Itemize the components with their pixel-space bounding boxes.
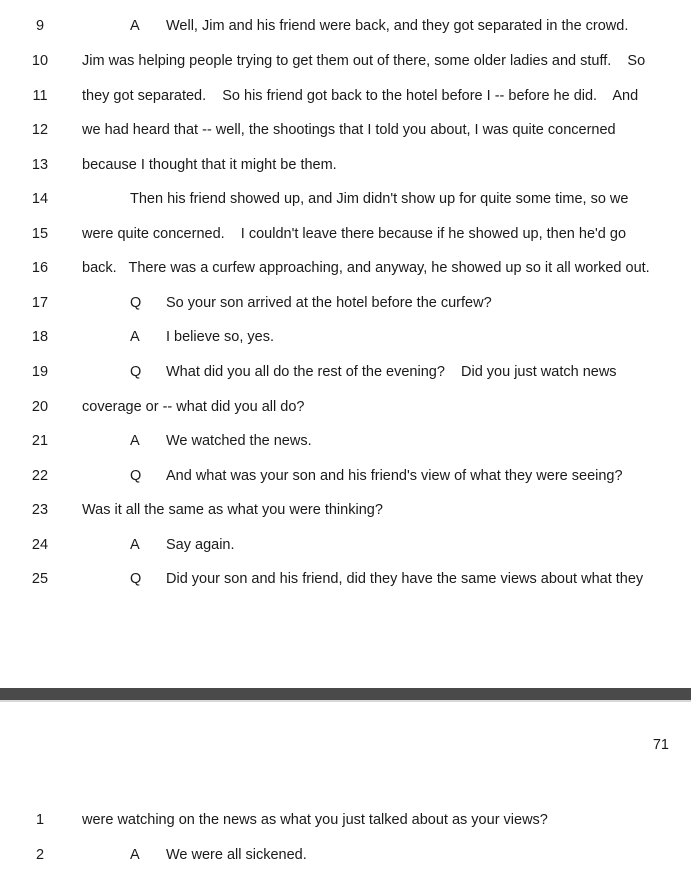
transcript-line [0,256,691,280]
transcript-line [0,567,691,591]
line-number: 9 [35,18,45,34]
transcript-page-bottom [0,702,691,876]
transcript-line [0,808,691,832]
line-number: 23 [31,502,49,518]
line-number: 13 [31,157,49,173]
line-text: we had heard that -- well, the shootings that I told you about, I was quite concerned [82,122,616,138]
transcript-line [0,84,691,108]
transcript-line [0,49,691,73]
transcript-line [0,395,691,419]
transcript-line [0,325,691,349]
page-number: 71 [652,737,669,753]
speaker-label: A [130,433,140,449]
transcript-line [0,187,691,211]
line-text: We were all sickened. [166,847,307,863]
speaker-label: A [130,537,140,553]
line-number: 22 [31,468,49,484]
speaker-label: Q [130,295,142,311]
transcript-line [0,14,691,38]
line-number: 14 [31,191,49,207]
transcript-line [0,153,691,177]
line-text: Well, Jim and his friend were back, and they got separated in the crowd. [166,18,629,34]
speaker-label: A [130,329,140,345]
line-number: 2 [35,847,45,863]
line-text: Was it all the same as what you were thinking? [82,502,383,518]
speaker-label: A [130,18,140,34]
line-number: 18 [31,329,49,345]
line-number: 21 [31,433,49,449]
line-text: they got separated. So his friend got back to the hotel before I -- before he did. And [82,88,639,104]
transcript-line [0,291,691,315]
line-text: We watched the news. [166,433,312,449]
line-number: 17 [31,295,49,311]
line-number: 1 [35,812,45,828]
line-number: 10 [31,53,49,69]
line-text: Did your son and his friend, did they have the same views about what they [166,571,644,587]
line-number: 25 [31,571,49,587]
line-text: were watching on the news as what you just talked about as your views? [82,812,548,828]
line-number: 19 [31,364,49,380]
line-text: were quite concerned. I couldn't leave there because if he showed up, then he'd go [82,226,627,242]
line-text: Jim was helping people trying to get them out of there, some older ladies and stuff. So [82,53,646,69]
line-number: 16 [31,260,49,276]
line-text: So your son arrived at the hotel before the curfew? [166,295,492,311]
line-number: 20 [31,399,49,415]
line-number: 15 [31,226,49,242]
line-text: I believe so, yes. [166,329,274,345]
transcript-line [0,533,691,557]
line-text: Say again. [166,537,235,553]
line-text: What did you all do the rest of the evening? Did you just watch news [166,364,617,380]
line-number: 24 [31,537,49,553]
line-text: coverage or -- what did you all do? [82,399,305,415]
line-number: 11 [32,88,48,104]
transcript-line [0,843,691,867]
line-text: back. There was a curfew approaching, and anyway, he showed up so it all worked out. [82,260,650,276]
line-text: And what was your son and his friend's view of what they were seeing? [166,468,623,484]
transcript-line [0,498,691,522]
speaker-label: Q [130,468,142,484]
line-text: because I thought that it might be them. [82,157,337,173]
speaker-label: A [130,847,140,863]
speaker-label: Q [130,571,142,587]
speaker-label: Q [130,364,142,380]
transcript-line [0,222,691,246]
page-separator [0,688,691,702]
transcript-line [0,429,691,453]
line-number: 12 [31,122,49,138]
transcript-line [0,118,691,142]
transcript-line [0,464,691,488]
line-text: Then his friend showed up, and Jim didn't show up for quite some time, so we [130,191,629,207]
transcript-line [0,360,691,384]
